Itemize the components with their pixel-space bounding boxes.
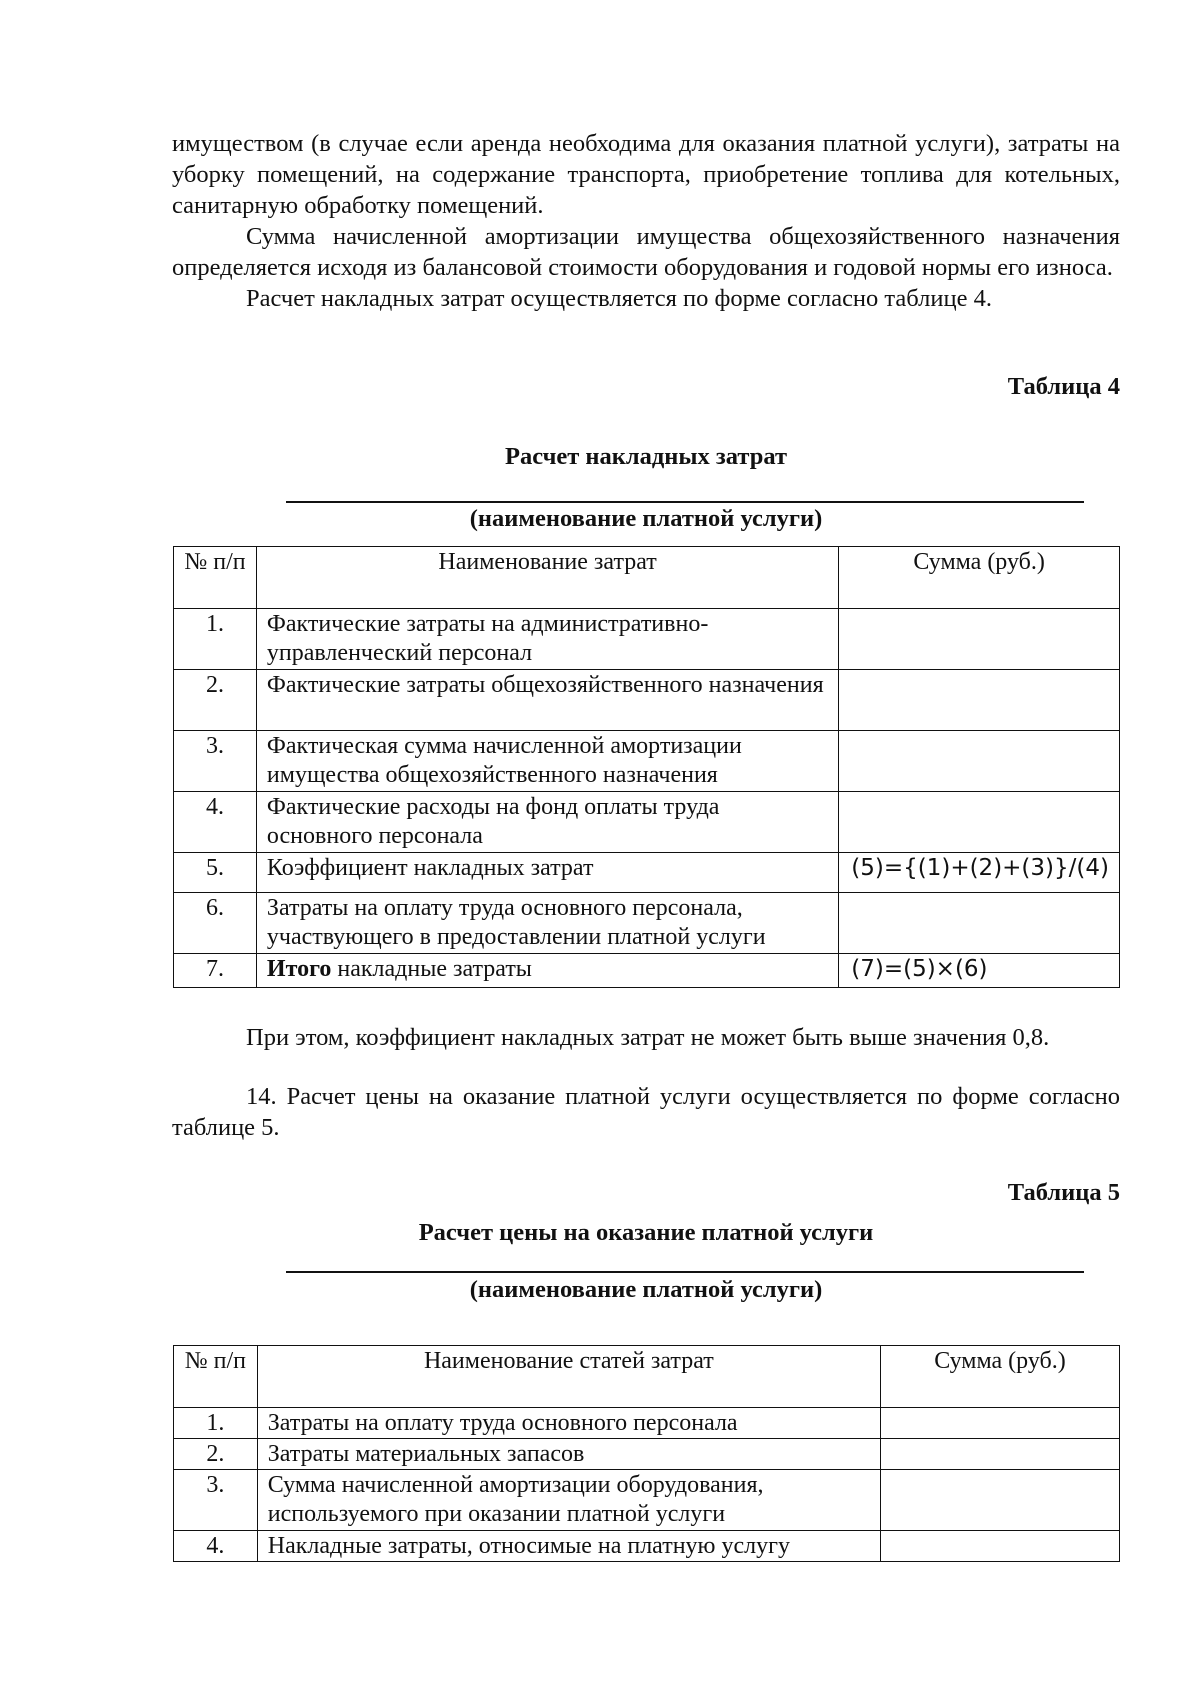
- table-row: [174, 792, 1120, 853]
- row-sum: [839, 792, 1120, 853]
- table5-subtitle: (наименование платной услуги): [469, 1276, 823, 1303]
- note-paragraph: При этом, коэффициент накладных затрат не может быть выше значения 0,8.: [246, 1024, 1050, 1051]
- row-name: Коэффициент накладных затрат: [256, 853, 838, 893]
- row-sum: [880, 1470, 1119, 1531]
- table-row: [174, 731, 1120, 792]
- overhead-coefficient-formula: (5)={(1)+(2)+(3)}/(4): [839, 853, 1120, 893]
- row-num: 3.: [174, 1470, 258, 1531]
- table5-label: Таблица 5: [1007, 1179, 1120, 1206]
- row-sum: [839, 670, 1120, 731]
- table4-title: Расчет накладных затрат: [504, 443, 787, 470]
- intro-paragraph-1: имуществом (в случае если аренда необходима для оказания платной услуги), затраты на уборку помещений, на содержание транспорта, приобретение топлива для котельных, санитарную обработку помещений.: [172, 130, 1120, 219]
- row-name: Накладные затраты, относимые на платную услугу: [257, 1531, 880, 1562]
- table5: [173, 1345, 1120, 1562]
- paragraph-14: [172, 1081, 1120, 1143]
- intro-paragraph-3: Расчет накладных затрат осуществляется по форме согласно таблице 4.: [246, 285, 992, 312]
- row-name-rest: накладные затраты: [331, 956, 532, 982]
- row-sum: [880, 1408, 1119, 1439]
- note-text: [172, 1022, 1120, 1053]
- table4-service-name-line: [286, 501, 1084, 503]
- row-sum: [880, 1439, 1119, 1470]
- total-overhead-formula: (7)=(5)×(6): [839, 954, 1120, 988]
- intro-paragraph-2: Сумма начисленной амортизации имущества общехозяйственного назначения определяется исходя из балансовой стоимости оборудования и годовой нормы его износа.: [172, 223, 1120, 281]
- header-name: Наименование статей затрат: [257, 1346, 880, 1408]
- table-header-row: [174, 547, 1120, 609]
- paragraph-14-text: 14. Расчет цены на оказание платной услуги осуществляется по форме согласно таблице 5.: [172, 1083, 1120, 1141]
- row-sum: [880, 1531, 1119, 1562]
- row-num: 6.: [174, 893, 257, 954]
- table-row: [174, 1408, 1120, 1439]
- row-num: 4.: [174, 792, 257, 853]
- table5-title: Расчет цены на оказание платной услуги: [418, 1219, 874, 1246]
- row-name: Фактическая сумма начисленной амортизации имущества общехозяйственного назначения: [256, 731, 838, 792]
- table4-label: Таблица 4: [1007, 373, 1120, 400]
- row-num: 1.: [174, 609, 257, 670]
- table-row: [174, 1439, 1120, 1470]
- table-row: [174, 954, 1120, 988]
- row-name: Фактические расходы на фонд оплаты труда основного персонала: [256, 792, 838, 853]
- row-name: Фактические затраты общехозяйственного назначения: [256, 670, 838, 731]
- table-row: [174, 893, 1120, 954]
- table-header-row: [174, 1346, 1120, 1408]
- header-sum: Сумма (руб.): [880, 1346, 1119, 1408]
- row-name-bold: Итого: [266, 956, 332, 982]
- row-name: Затраты на оплату труда основного персонала: [257, 1408, 880, 1439]
- table4: [173, 546, 1120, 988]
- row-sum: [839, 609, 1120, 670]
- row-name: Сумма начисленной амортизации оборудования, используемого при оказании платной услуги: [257, 1470, 880, 1531]
- row-name: Затраты материальных запасов: [257, 1439, 880, 1470]
- table-row: [174, 609, 1120, 670]
- row-num: 2.: [174, 670, 257, 731]
- row-num: 4.: [174, 1531, 258, 1562]
- table-row: [174, 853, 1120, 893]
- table4-subtitle: (наименование платной услуги): [469, 505, 823, 532]
- row-num: 2.: [174, 1439, 258, 1470]
- table-row: [174, 670, 1120, 731]
- row-name: Фактические затраты на административно-управленческий персонал: [256, 609, 838, 670]
- row-name: [256, 954, 838, 988]
- row-num: 7.: [174, 954, 257, 988]
- table5-service-name-line: [286, 1271, 1084, 1273]
- table-row: [174, 1531, 1120, 1562]
- header-sum: Сумма (руб.): [839, 547, 1120, 609]
- row-num: 5.: [174, 853, 257, 893]
- header-name: Наименование затрат: [256, 547, 838, 609]
- header-num: № п/п: [174, 1346, 258, 1408]
- header-num: № п/п: [174, 547, 257, 609]
- row-sum: [839, 731, 1120, 792]
- row-num: 1.: [174, 1408, 258, 1439]
- row-sum: [839, 893, 1120, 954]
- row-name: Затраты на оплату труда основного персонала, участвующего в предоставлении платной услуги: [256, 893, 838, 954]
- row-num: 3.: [174, 731, 257, 792]
- intro-text: [172, 128, 1120, 314]
- table-row: [174, 1470, 1120, 1531]
